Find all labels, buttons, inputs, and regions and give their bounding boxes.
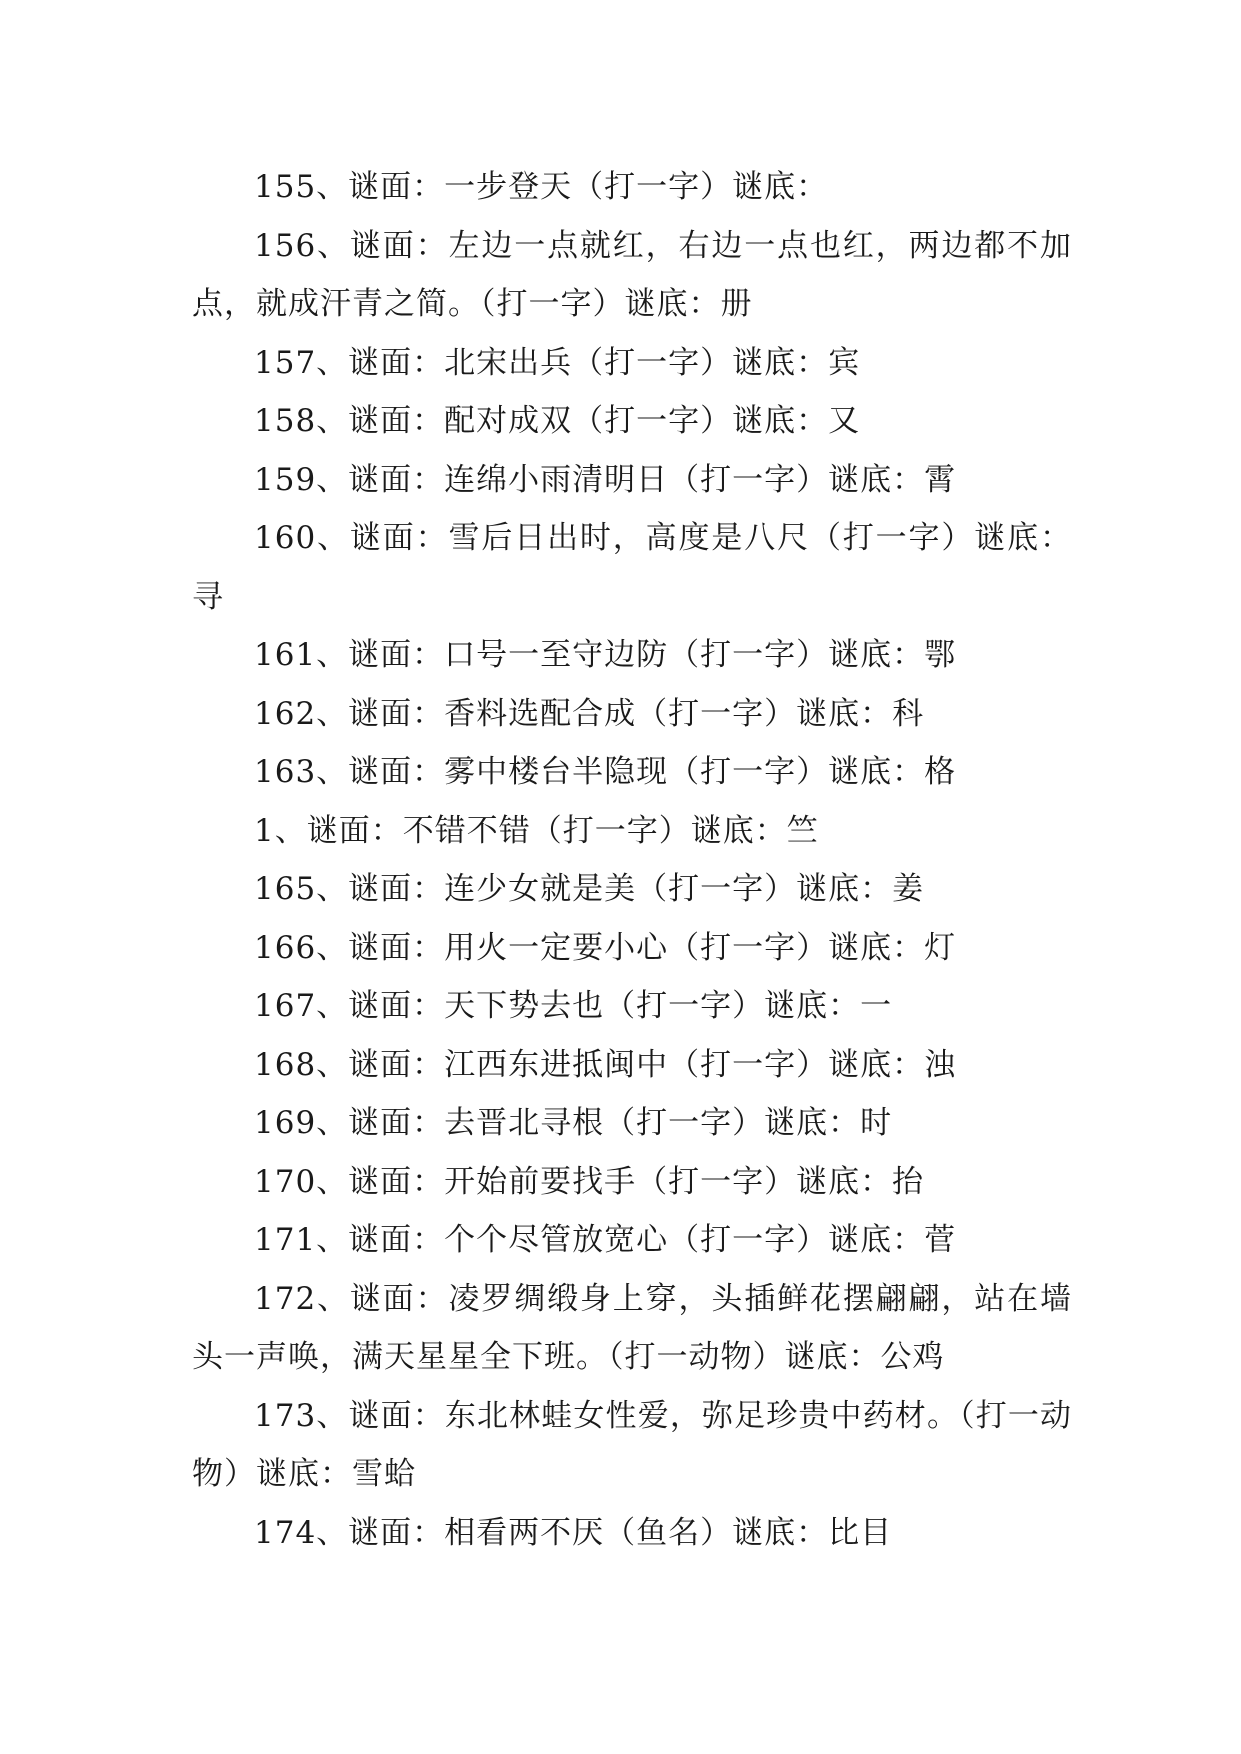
riddle-paragraph: 162、谜面：香料选配合成（打一字）谜底：科	[254, 695, 925, 732]
riddle-paragraph: 172、谜面：凌罗绸缎身上穿，头插鲜花摆翩翩，站在墙头一声唤，满天星星全下班。（打一动物）谜底：公鸡	[192, 1280, 1072, 1375]
riddle-paragraph: 161、谜面：口号一至守边防（打一字）谜底：鄂	[254, 637, 957, 673]
riddle-paragraph: 155、谜面：一步登天（打一字）谜底：	[254, 169, 829, 205]
riddle-paragraph: 173、谜面：东北林蛙女性爱，弥足珍贵中药材。（打一动物）谜底：雪蛤	[192, 1397, 1072, 1492]
riddle-paragraph: 171、谜面：个个尽管放宽心（打一字）谜底：菅	[254, 1222, 957, 1258]
riddle-paragraph: 168、谜面：江西东进抵闽中（打一字）谜底：浊	[254, 1046, 957, 1083]
riddle-paragraph: 169、谜面：去晋北寻根（打一字）谜底：时	[254, 1105, 893, 1141]
riddle-paragraph: 166、谜面：用火一定要小心（打一字）谜底：灯	[254, 929, 957, 966]
riddle-paragraph: 165、谜面：连少女就是美（打一字）谜底：姜	[254, 871, 925, 907]
riddle-paragraph: 160、谜面：雪后日出时，高度是八尺（打一字）谜底：寻	[192, 520, 1072, 615]
riddle-paragraph: 159、谜面：连绵小雨清明日（打一字）谜底：霄	[254, 461, 957, 498]
riddle-paragraph: 156、谜面：左边一点就红，右边一点也红，两边都不加点，就成汗青之简。（打一字）谜底：册	[192, 227, 1072, 322]
riddle-paragraph: 157、谜面：北宋出兵（打一字）谜底：宾	[254, 344, 861, 381]
riddle-paragraph: 163、谜面：雾中楼台半隐现（打一字）谜底：格	[254, 754, 957, 790]
riddle-paragraph: 167、谜面：天下势去也（打一字）谜底：一	[254, 988, 893, 1024]
riddle-paragraph: 170、谜面：开始前要找手（打一字）谜底：抬	[254, 1163, 925, 1200]
riddle-paragraph: 1、谜面：不错不错（打一字）谜底：竺	[254, 812, 819, 849]
riddle-paragraph: 174、谜面：相看两不厌（鱼名）谜底：比目	[254, 1514, 893, 1551]
riddle-paragraph: 158、谜面：配对成双（打一字）谜底：又	[254, 403, 861, 439]
riddle-list	[192, 158, 1072, 1562]
